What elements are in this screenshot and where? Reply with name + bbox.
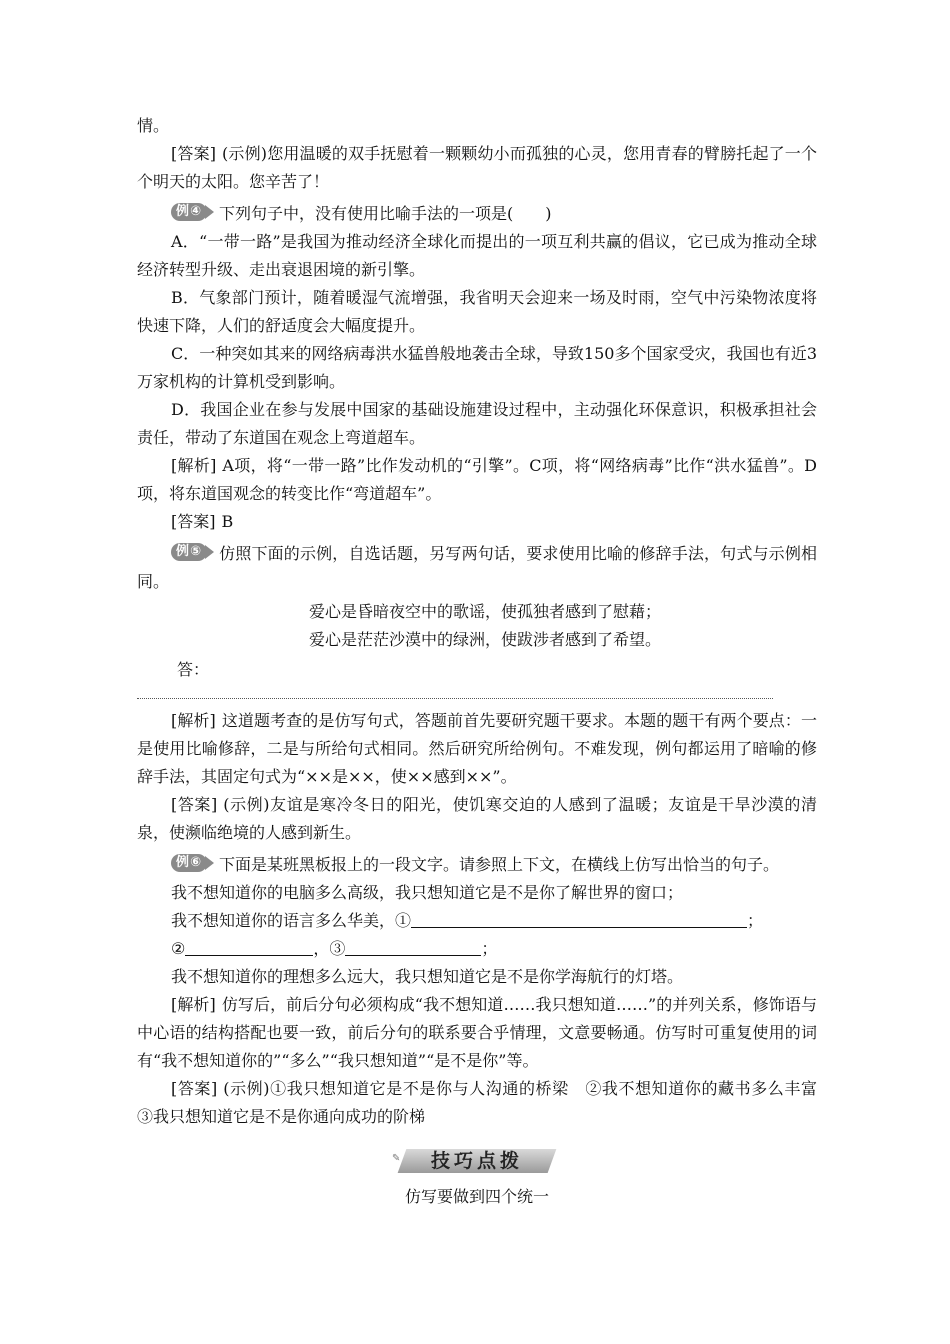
- option-b: B．气象部门预计，随着暖湿气流增强，我省明天会迎来一场及时雨，空气中污染物浓度将快速下降，人们的舒适度会大幅度提升。: [137, 288, 817, 335]
- question-text: 仿照下面的示例，自选话题，另写两句话，要求使用比喻的修辞手法，句式与示例相同。: [137, 544, 817, 591]
- badge-label: 例④: [171, 203, 207, 221]
- badge-label: 例⑤: [171, 543, 207, 561]
- prompt-punct: ；: [747, 911, 764, 930]
- example-badge-5: [171, 542, 215, 562]
- blank-3[interactable]: [345, 937, 481, 956]
- prompt-text: ，③: [313, 939, 346, 958]
- decorative-pen-icon: ✎: [392, 1153, 401, 1164]
- prompt-line-1: 我不想知道你的电脑多么高级，我只想知道它是不是你了解世界的窗口；: [171, 883, 684, 902]
- question-text: 下面是某班黑板报上的一段文字。请参照上下文，在横线上仿写出恰当的句子。: [219, 855, 780, 874]
- badge-label: 例⑥: [171, 854, 207, 872]
- example-5-question: [137, 540, 817, 596]
- example-badge-6: [171, 853, 215, 873]
- answer-5: [137, 791, 817, 847]
- example-sentence-2: 爱心是茫茫沙漠中的绿洲，使跋涉者感到了希望。: [309, 630, 662, 649]
- banner-title: 技巧点拨: [430, 1150, 523, 1172]
- example-6-question: [137, 851, 817, 879]
- blank-1[interactable]: [411, 909, 747, 928]
- answer-1: [137, 140, 817, 196]
- document-page: [137, 112, 833, 1211]
- analysis-4: [137, 452, 817, 508]
- question-text: 下列句子中，没有使用比喻手法的一项是( ): [219, 204, 552, 223]
- prompt-punct: ；: [481, 939, 498, 958]
- tips-subtitle: 仿写要做到四个统一: [404, 1187, 549, 1206]
- prompt-line-4: 我不想知道你的理想多么远大，我只想知道它是不是你学海航行的灯塔。: [171, 967, 684, 986]
- answer-4: [137, 508, 817, 536]
- example-badge-4: [171, 202, 215, 222]
- answer-text: (示例)您用温暖的双手抚慰着一颗颗幼小而孤独的心灵，您用青春的臂膀托起了一个个明天的太阳。您辛苦了！: [137, 144, 817, 191]
- analysis-6: [137, 991, 817, 1075]
- answer-tag: [答案]: [171, 795, 218, 814]
- answer-text: B: [221, 512, 234, 531]
- analysis-5: [137, 707, 817, 791]
- blank-2[interactable]: [185, 937, 313, 956]
- prompt-text: 我不想知道你的语言多么华美，①: [171, 911, 412, 930]
- option-d: D．我国企业在参与发展中国家的基础设施建设过程中，主动强化环保意识，积极承担社会责任，带动了东道国在观念上弯道超车。: [137, 400, 817, 447]
- example-sentence-1: 爱心是昏暗夜空中的歌谣，使孤独者感到了慰藉；: [309, 602, 662, 621]
- prompt-text: ②: [171, 939, 186, 958]
- answer-6: [137, 1075, 833, 1131]
- continued-line: [137, 112, 817, 140]
- analysis-text: 这道题考查的是仿写句式，答题前首先要研究题干要求。本题的题干有两个要点：一是使用比喻修辞，二是与所给句式相同。然后研究所给例句。不难发现，例句都运用了暗喻的修辞手法，其固定句式为“××是××，使××感到××”。: [137, 711, 817, 786]
- badge-arrow-icon: [205, 205, 214, 219]
- answer-tag: [答案]: [171, 512, 216, 531]
- analysis-tag: [解析]: [171, 711, 216, 730]
- prompt-line-2: [137, 907, 817, 935]
- answer-text: (示例)①我只想知道它是不是你与人沟通的桥梁 ②我不想知道你的藏书多么丰富 ③我只想知道它是不是你通向成功的阶梯: [137, 1079, 833, 1126]
- option-a: A．“一带一路”是我国为推动经济全球化而提出的一项互利共赢的倡议，它已成为推动全球经济转型升级、走出衰退困境的新引擎。: [137, 232, 817, 279]
- tips-banner: [392, 1145, 562, 1177]
- continued-text: 情。: [137, 116, 170, 135]
- analysis-tag: [解析]: [171, 456, 217, 475]
- answer-prompt: 答：: [177, 660, 210, 679]
- analysis-tag: [解析]: [171, 995, 216, 1014]
- analysis-text: A项，将“一带一路”比作发动机的“引擎”。C项，将“网络病毒”比作“洪水猛兽”。D项，将东道国观念的转变比作“弯道超车”。: [137, 456, 817, 503]
- answer-tag: [答案]: [171, 1079, 218, 1098]
- badge-arrow-icon: [205, 545, 214, 559]
- answer-tag: [答案]: [171, 144, 217, 163]
- answer-text: (示例)友谊是寒冷冬日的阳光，使饥寒交迫的人感到了温暖；友谊是干旱沙漠的清泉，使濒临绝境的人感到新生。: [137, 795, 817, 842]
- analysis-text: 仿写后，前后分句必须构成“我不想知道……我只想知道……”的并列关系，修饰语与中心语的结构搭配也要一致，前后分句的联系要合乎情理，文意要畅通。仿写时可重复使用的词有“我不想知道你的”“多么”“我只想知道”“是不是你”等。: [137, 995, 817, 1070]
- example-4-question: [137, 200, 817, 228]
- prompt-line-3: [137, 935, 817, 963]
- option-c: C．一种突如其来的网络病毒洪水猛兽般地袭击全球，导致150多个国家受灾，我国也有近3万家机构的计算机受到影响。: [137, 344, 817, 391]
- answer-dotted-line[interactable]: [137, 698, 773, 699]
- badge-arrow-icon: [205, 856, 214, 870]
